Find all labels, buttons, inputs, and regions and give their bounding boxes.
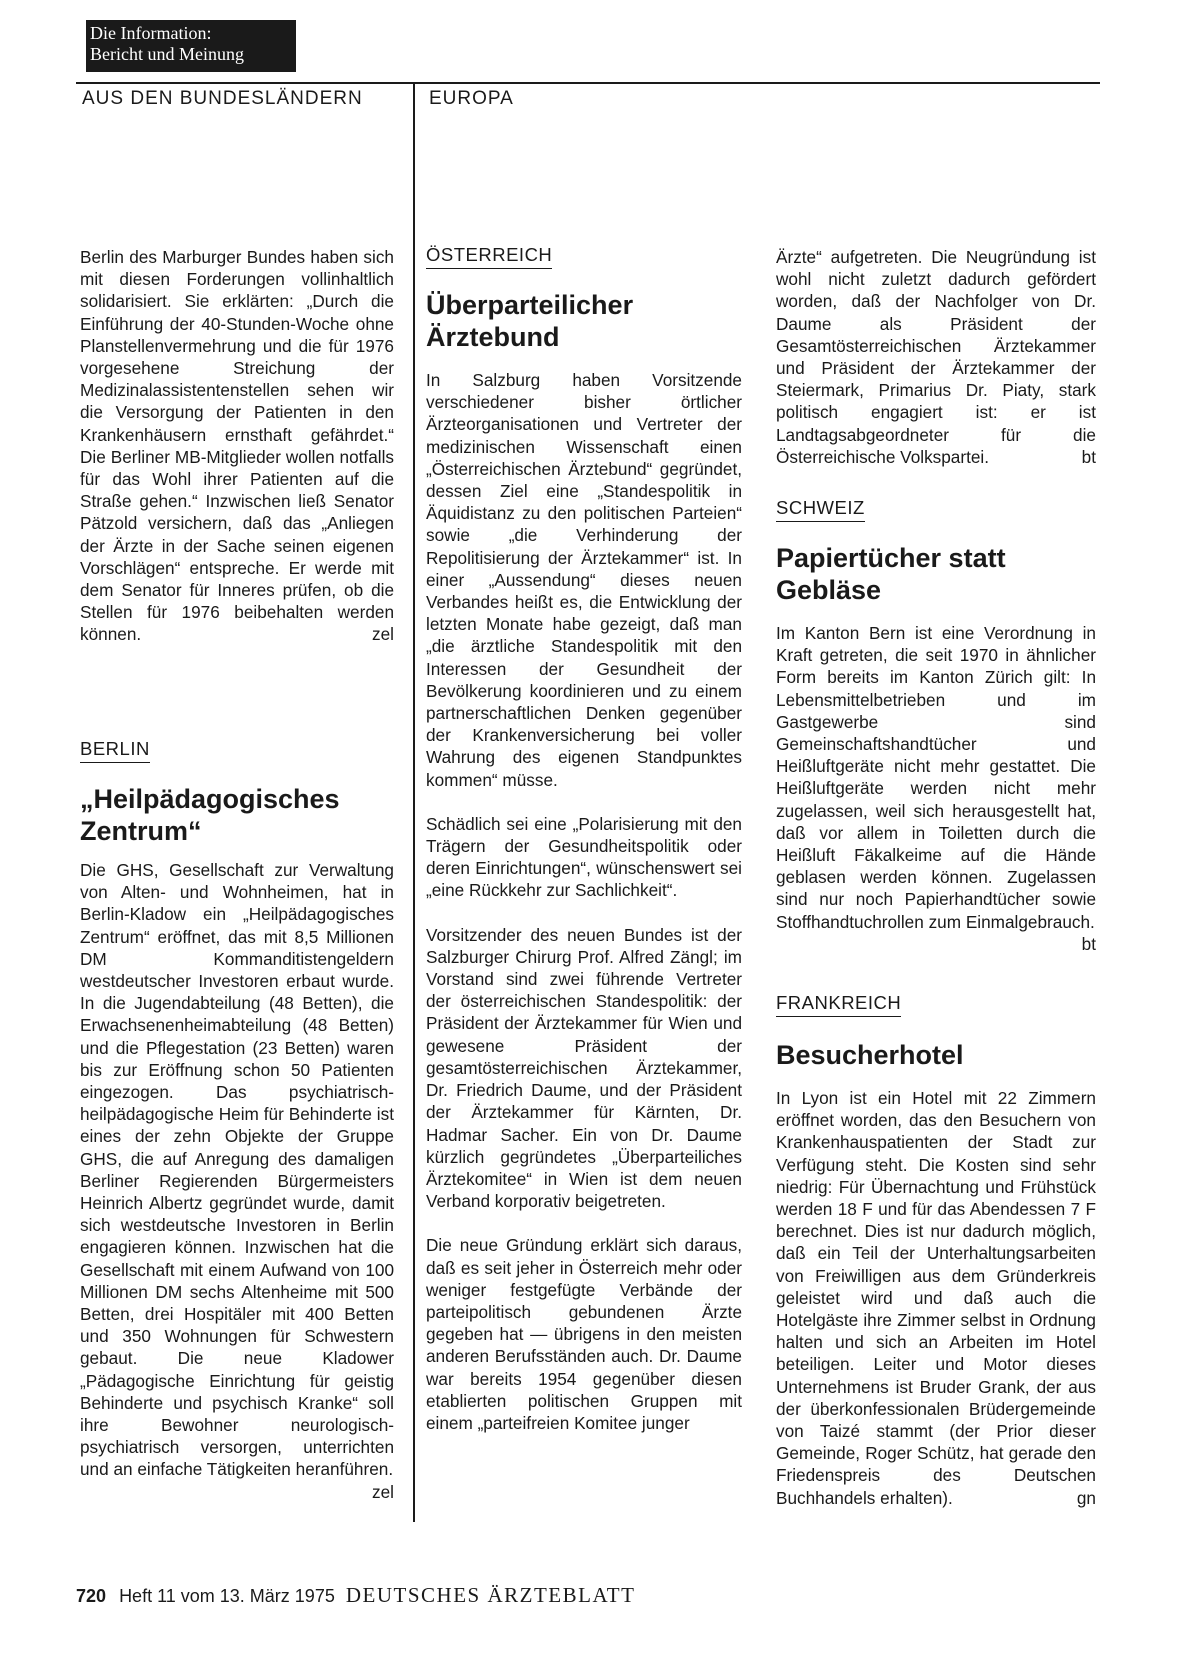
magazine-title: DEUTSCHES ÄRZTEBLATT xyxy=(345,1583,636,1607)
column-3 xyxy=(776,246,1096,468)
article-body xyxy=(776,1087,1096,1509)
article-continued-text: Berlin des Marburger Bundes haben sich mit diesen Forderungen vollinhaltlich solidarisiert. Sie erklärten: „Durch die Einführung der 40-Stunden-Woche ohne Planstellenvermehrung und die für 1976 vorgesehene Streichung der Medizinalassistentenstellen sehen wir die Versorgung der Patienten in den Krankenhäusern ernsthaft gefährdet.“ Die Berliner MB-Mitglieder wollen notfalls für das Wohl ihrer Patienten auf die Straße gehen.“ Inzwischen ließ Senator Pätzold versichern, daß das „Anliegen der Ärzte in der Sache seinen eigenen Vorschlägen“ entspreche. Er werde mit dem Senator für Inneres prüfen, ob die Stellen für 1976 beibehalten werden können. xyxy=(80,247,394,645)
article-body-text: Im Kanton Bern ist eine Verordnung in Kraft getreten, die seit 1970 in ähnlicher Form bereits im Kanton Zürich gilt: In Lebensmittelbetrieben und im Gastgewerbe sind Gemeinschaftshandtücher und Heißluftgeräte nicht mehr gestattet. Die Heißluftgeräte werden nicht mehr zugelassen, weil sich herausgestellt hat, daß vor allem in Toiletten durch die Heißluft Fäkalkeime auf die Hände geblasen werden können. Zugelassen sind nur noch Papierhandtücher sowie Stoffhandtuchrollen zum Einmalgebrauch. xyxy=(776,623,1096,932)
article-headline: Papiertücher statt Gebläse xyxy=(776,543,1006,605)
berlin-article xyxy=(80,738,394,1503)
issue-info: Heft 11 vom 13. März 1975 xyxy=(119,1586,335,1606)
article-kicker: FRANKREICH xyxy=(776,992,901,1017)
switzerland-article xyxy=(776,497,1096,955)
paragraph: In Salzburg haben Vorsitzende verschiedener bisher örtlicher Ärzteorganisationen und Vertreter der medizinischen Wissenschaft einen „Österreichischen Ärztebund“ gegründet, dessen Ziel eine „Standespolitik in Äquidistanz zu den politischen Parteien“ sowie „die Verhinderung der Repolitisierung der Ärztekammer“ ist. In einer „Aussendung“ dieses neuen Verbandes heißt es, die Entwicklung der letzten Monate habe gezeigt, daß man „die ärztliche Standespolitik mit den Interessen der Gesundheit der Bevölkerung koordinieren und zu einem partnerschaftlichen Denken gegenüber der Krankenversicherung bei voller Wahrung des eigenen Standpunktes kommen“ müsse. xyxy=(426,370,742,790)
article-body xyxy=(426,369,742,1434)
article-continued xyxy=(776,246,1096,468)
page-number: 720 xyxy=(76,1586,107,1606)
section-label-right: EUROPA xyxy=(429,88,514,109)
article-kicker: SCHWEIZ xyxy=(776,497,865,522)
paragraph: Vorsitzender des neuen Bundes ist der Salzburger Chirurg Prof. Alfred Zängl; im Vorstand sind zwei führende Vertreter der österreichischen Standespolitik: der Präsident der Ärztekammer für Wien und gewesene Präsident der gesamtösterreichischen Ärztekammer, Dr. Friedrich Daume, und der Präsident der Ärztekammer für Kärnten, Dr. Hadmar Sacher. Ein von Dr. Daume kürzlich gegründetes „Überparteiliches Ärztekomitee“ in Wien ist dem neuen Verband korporativ beigetreten. xyxy=(426,924,742,1212)
rubric-box xyxy=(86,20,296,72)
header-rule xyxy=(76,82,1100,84)
article-continued xyxy=(80,246,394,646)
article-kicker: ÖSTERREICH xyxy=(426,244,552,269)
rubric-line-2: Bericht und Meinung xyxy=(90,44,244,64)
author-signature: zel xyxy=(372,624,394,645)
article-body xyxy=(80,859,394,1502)
article-body xyxy=(776,622,1096,954)
article-kicker: BERLIN xyxy=(80,738,150,763)
page-footer xyxy=(76,1583,635,1608)
article-body-text: In Lyon ist ein Hotel mit 22 Zimmern eröffnet worden, das den Besuchern von Krankenhauspatienten der Stadt zur Verfügung steht. Die Kosten sind sehr niedrig: Für Übernachtung und Frühstück werden 18 F und für das Abendessen 7 F berechnet. Dies ist nur dadurch möglich, daß ein Teil der Unterhaltungsarbeiten von Freiwilligen aus dem Gründerkreis geleistet wird und daß auch die Hotelgäste ihre Zimmer selbst in Ordnung halten und sich an Arbeiten im Hotel beteiligen. Leiter und Motor dieses Unternehmens ist Bruder Grank, der aus der überkonfessionalen Brüdergemeinde von Taizé stammt (der Prior dieser Gemeinde, Roger Schütz, hat gerade den Friedenspreis des Deutschen Buchhandels erhalten). xyxy=(776,1088,1096,1508)
author-signature: bt xyxy=(1081,933,1096,954)
section-label-left: AUS DEN BUNDESLÄNDERN xyxy=(82,88,363,109)
rubric-line-1: Die Information: xyxy=(90,23,212,43)
paragraph: Schädlich sei eine „Polarisierung mit den Trägern der Gesundheitspolitik oder deren Einrichtungen“, wünschenswert sei „eine Rückkehr zur Sachlichkeit“. xyxy=(426,813,742,901)
author-signature: zel xyxy=(372,1481,394,1502)
article-headline: „Heilpädagogisches Zentrum“ xyxy=(80,784,340,846)
column-divider xyxy=(413,82,415,1522)
article-headline: Besucherhotel xyxy=(776,1040,964,1070)
austria-article xyxy=(426,244,742,1434)
column-1 xyxy=(80,246,394,646)
france-article xyxy=(776,992,1096,1509)
author-signature: gn xyxy=(1076,1487,1096,1508)
article-body-text: Die GHS, Gesellschaft zur Verwaltung von Alten- und Wohnheimen, hat in Berlin-Kladow ein „Heilpädagogisches Zentrum“ eröffnet, das mit 8,5 Millionen DM Kommanditistengeldern westdeutscher Investoren erbaut wurde. In die Jugendabteilung (48 Betten), die Erwachsenenheimabteilung (48 Betten) und die Pflegestation (23 Betten) waren bis zur Eröffnung schon 50 Patienten eingezogen. Das psychiatrisch-heilpädagogische Heim für Behinderte ist eines der zehn Objekte der Gruppe GHS, die auf Anregung des damaligen Berliner Regierenden Bürgermeisters Heinrich Albertz gegründet wurde, damit sich westdeutsche Investoren in Berlin engagieren können. Inzwischen hat die Gesellschaft mit einem Aufwand von 100 Millionen DM sechs Altenheime mit 500 Betten, drei Hospitäler mit 400 Betten und 350 Wohnungen für Schwestern gebaut. Die neue Kladower „Pädagogische Einrichtung für geistig Behinderte und psychisch Kranke“ soll ihre Bewohner neurologisch-psychiatrisch versorgen, unterrichten und an einfache Tätigkeiten heranführen. xyxy=(80,860,394,1480)
author-signature: bt xyxy=(1081,446,1096,467)
article-headline: Überparteilicher Ärztebund xyxy=(426,290,634,352)
paragraph: Die neue Gründung erklärt sich daraus, daß es seit jeher in Österreich mehr oder weniger festgefügte Verbände der parteipolitisch gebundenen Ärzte gegeben hat — übrigens in den meisten anderen Berufsständen auch. Dr. Daume war bereits 1954 gegenüber diesen etablierten politischen Gruppen mit einem „parteifreien Komitee junger xyxy=(426,1235,742,1433)
article-continued-text: Ärzte“ aufgetreten. Die Neugründung ist wohl nicht zuletzt dadurch gefördert worden, daß der Nachfolger von Dr. Daume als Präsident der Gesamtösterreichischen Ärztekammer und Präsident der Ärztekammer der Steiermark, Primarius Dr. Piaty, stark politisch engagiert ist: er ist Landtagsabgeordneter für die Österreichische Volkspartei. xyxy=(776,247,1096,467)
